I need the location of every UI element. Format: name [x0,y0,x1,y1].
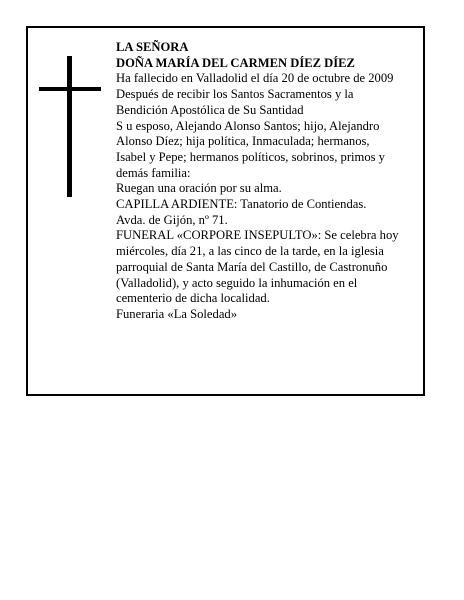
notice-line: (Valladolid), y acto seguido la inhumación en el [116,275,358,290]
notice-line: Ha fallecido en Valladolid el día 20 de octubre de 2009 [116,71,394,86]
notice-line: Después de recibir los Santos Sacramentos y la [116,87,354,102]
notice-line: CAPILLA ARDIENTE: Tanatorio de Contiendas. [116,197,367,212]
notice-line: parroquial de Santa María del Castillo, de Castronuño [116,259,388,274]
notice-line: Alonso Díez; hija política, Inmaculada; hermanos, [116,134,370,149]
notice-line: cementerio de dicha localidad. [116,291,270,306]
notice-line: Isabel y Pepe; hermanos políticos, sobrinos, primos y [116,149,385,164]
notice-line: Avda. de Gijón, nº 71. [116,212,228,227]
cross-horizontal-bar [39,87,101,91]
notice-heading: LA SEÑORA [116,40,189,54]
obituary-notice [26,26,425,396]
notice-text [116,40,424,323]
cross-vertical-bar [67,56,72,197]
deceased-name: DOÑA MARÍA DEL CARMEN DÍEZ DÍEZ [116,55,355,70]
notice-line: Ruegan una oración por su alma. [116,181,282,196]
notice-line: FUNERAL «CORPORE INSEPULTO»: Se celebra hoy [116,228,399,243]
notice-line: Funeraria «La Soledad» [116,306,237,321]
notice-line: Bendición Apostólica de Su Santidad [116,102,304,117]
notice-line: miércoles, día 21, a las cinco de la tarde, en la iglesia [116,244,384,259]
notice-line: S u esposo, Alejando Alonso Santos; hijo, Alejandro [116,118,380,133]
notice-line: demás familia: [116,165,191,180]
